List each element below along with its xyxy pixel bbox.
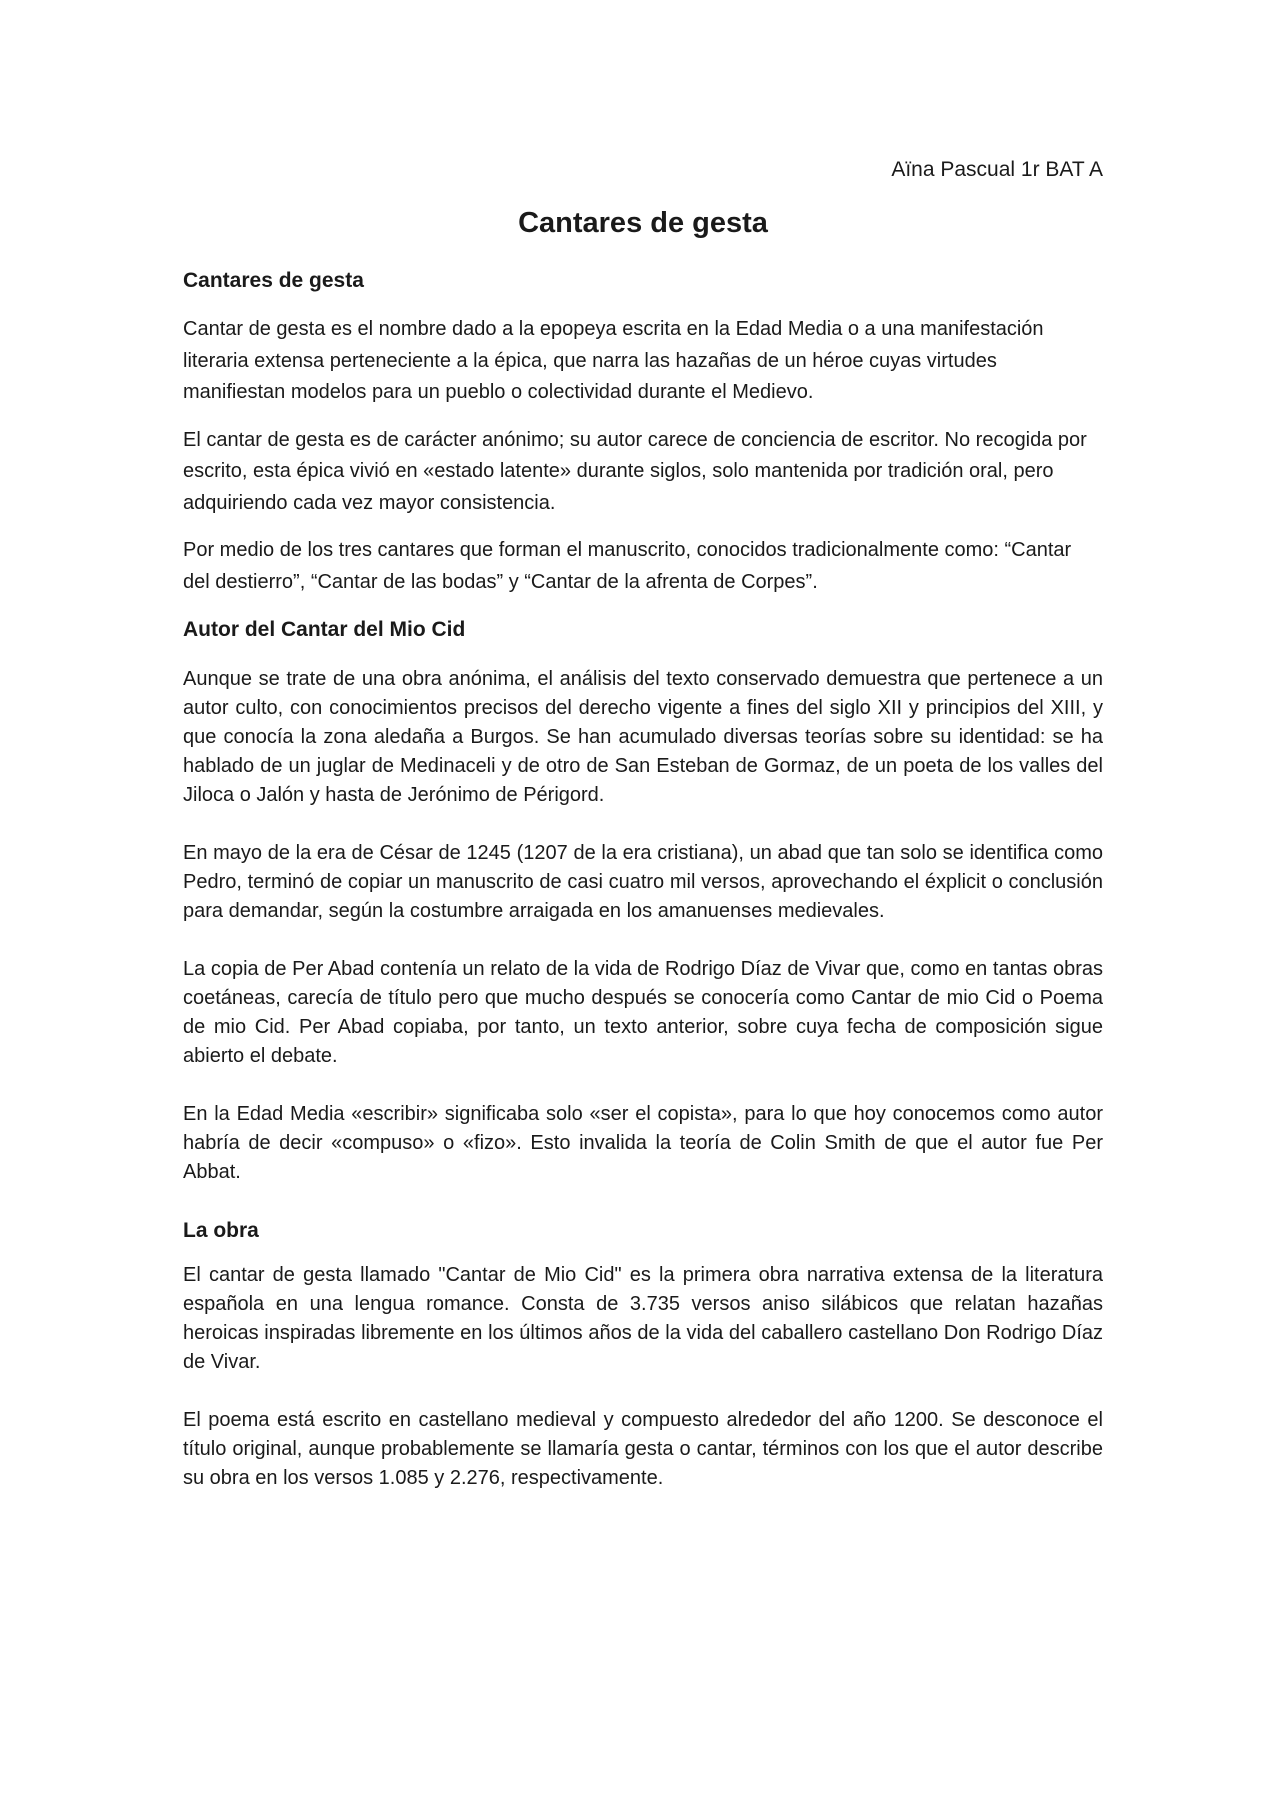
paragraph-autor-manuscrito: En mayo de la era de César de 1245 (1207 de la era cristiana), un abad que tan solo se identifica como Pedro, terminó de copiar un manuscrito de casi cuatro mil versos, aprovechando el éxplicit o conclusión para demandar, según la costumbre arraigada en los amanuenses medievales. — [183, 842, 1103, 922]
paragraph-cantares-manuscrito: Por medio de los tres cantares que forman el manuscrito, conocidos tradicionalmente como: “Cantar del destierro”, “Cantar de las bodas” y “Cantar de la afrenta de Corpes”. — [183, 539, 1072, 593]
paragraph-obra-poema: El poema está escrito en castellano medieval y compuesto alrededor del año 1200. Se desconoce el título original, aunque probablemente se llamaría gesta o cantar, términos con los que el autor describe su obra en los versos 1.085 y 2.276, respectivamente. — [183, 1409, 1103, 1489]
paragraph-autor-analisis: Aunque se trate de una obra anónima, el análisis del texto conservado demuestra que pertenece a un autor culto, con conocimientos precisos del derecho vigente a fines del siglo XII y principios del XIII, y que conocía la zona aledaña a Burgos. Se han acumulado diversas teorías sobre su identidad: se ha hablado de un juglar de Medinaceli y de otro de San Esteban de Gormaz, de un poeta de los valles del Jiloca o Jalón y hasta de Jerónimo de Périgord. — [183, 668, 1103, 806]
paragraph-autor-escribir: En la Edad Media «escribir» significaba solo «ser el copista», para lo que hoy conocemos como autor habría de decir «compuso» o «fizo». Esto invalida la teoría de Colin Smith de que el autor fue Per Abbat. — [183, 1103, 1103, 1183]
document-title: Cantares de gesta — [518, 207, 768, 239]
section-heading-cantares: Cantares de gesta — [183, 269, 364, 292]
section-heading-obra: La obra — [183, 1219, 259, 1242]
section-heading-autor: Autor del Cantar del Mio Cid — [183, 618, 466, 641]
paragraph-cantares-anonimo: El cantar de gesta es de carácter anónimo; su autor carece de conciencia de escritor. No recogida por escrito, esta épica vivió en «estado latente» durante siglos, solo mantenida por tradición oral, pero adquiriendo cada vez mayor consistencia. — [183, 428, 1087, 514]
paragraph-obra-cantar: El cantar de gesta llamado "Cantar de Mio Cid" es la primera obra narrativa extensa de la literatura española en una lengua romance. Consta de 3.735 versos aniso silábicos que relatan hazañas heroicas inspiradas libremente en los últimos años de la vida del caballero castellano Don Rodrigo Díaz de Vivar. — [183, 1264, 1103, 1373]
paragraph-autor-per-abad: La copia de Per Abad contenía un relato de la vida de Rodrigo Díaz de Vivar que, como en tantas obras coetáneas, carecía de título pero que mucho después se conocería como Cantar de mio Cid o Poema de mio Cid. Per Abad copiaba, por tanto, un texto anterior, sobre cuya fecha de composición sigue abierto el debate. — [183, 958, 1103, 1067]
author-line: Aïna Pascual 1r BAT A — [891, 158, 1103, 181]
document-page — [183, 150, 1103, 1493]
paragraph-cantares-definition: Cantar de gesta es el nombre dado a la epopeya escrita en la Edad Media o a una manifestación literaria extensa perteneciente a la épica, que narra las hazañas de un héroe cuyas virtudes manifiestan modelos para un pueblo o colectividad durante el Medievo. — [183, 318, 1044, 403]
